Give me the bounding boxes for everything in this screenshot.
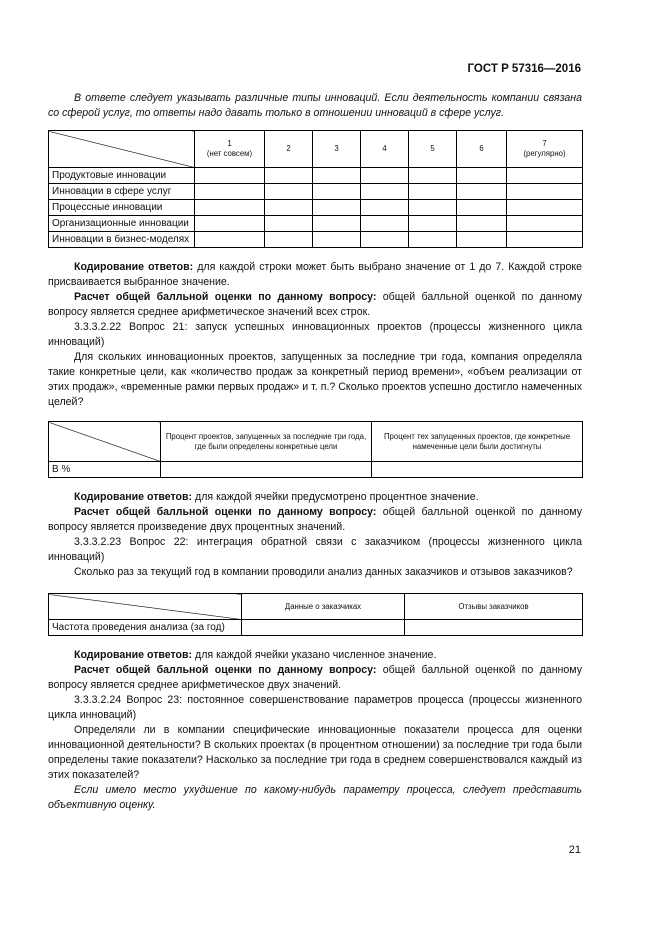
answer-cell[interactable] [265,200,313,216]
question-22-text: Сколько раз за текущий год в компании проводили анализ данных заказчиков и отзывов заказчиков? [74,566,573,578]
answer-cell[interactable] [457,232,507,248]
column-header: Процент проектов, запущенных за последние три года, где были определены конкретные цели [161,422,372,462]
answer-cell[interactable] [361,216,409,232]
coding-paragraph: Кодирование ответов: для каждой ячейки указано численное значение. [74,649,437,661]
table-row [49,216,583,232]
answer-cell[interactable] [361,232,409,248]
column-header: Процент тех запущенных проектов, где конкретные намеченные цели были достигнуты [372,422,583,462]
answer-cell[interactable] [265,184,313,200]
calc-paragraph: Расчет общей балльной оценки по данному вопросу: общей балльной оценкой по данному вопросу является среднее арифметическое значений всех строк. [48,291,582,318]
row-label: В % [49,462,161,478]
answer-cell[interactable] [361,168,409,184]
table-row [49,168,583,184]
scale-header-3: 3 [313,131,361,168]
answer-cell[interactable] [313,184,361,200]
answer-cell[interactable] [195,216,265,232]
row-label: Организационные инновации [49,216,195,232]
table-row [49,200,583,216]
question-22-heading: 3.3.3.2.23 Вопрос 22: интеграция обратной связи с заказчиком (процессы жизненного цикла инноваций) [48,536,582,563]
scale-header-1: 1 (нет совсем) [195,131,265,168]
answer-cell[interactable] [361,200,409,216]
table-row [49,462,583,478]
answer-cell[interactable] [313,200,361,216]
answer-cell[interactable] [405,620,583,636]
answer-cell[interactable] [507,216,583,232]
table-row [49,184,583,200]
row-label: Частота проведения анализа (за год) [49,620,242,636]
diagonal-header-cell [49,131,195,168]
answer-cell[interactable] [265,168,313,184]
answer-cell[interactable] [507,200,583,216]
scale-header-2: 2 [265,131,313,168]
page-content [48,91,582,813]
answer-cell[interactable] [195,232,265,248]
diagonal-header-cell [49,422,161,462]
answer-cell[interactable] [161,462,372,478]
diagonal-header-cell [49,594,242,620]
answer-cell[interactable] [242,620,405,636]
answer-cell[interactable] [409,232,457,248]
answer-cell[interactable] [313,168,361,184]
answer-cell[interactable] [409,184,457,200]
table-row [49,232,583,248]
standard-header: ГОСТ Р 57316—2016 [467,63,581,75]
answer-cell[interactable] [409,200,457,216]
calc-paragraph: Расчет общей балльной оценки по данному вопросу: общей балльной оценкой по данному вопросу является среднее арифметическое двух значений. [48,664,582,691]
column-header: Данные о заказчиках [242,594,405,620]
question-23-heading: 3.3.3.2.24 Вопрос 23: постоянное совершенствование параметров процесса (процессы жизненного цикла инноваций) [48,694,582,721]
answer-cell[interactable] [507,232,583,248]
row-label: Инновации в бизнес-моделях [49,232,195,248]
coding-paragraph: Кодирование ответов: для каждой строки может быть выбрано значение от 1 до 7. Каждой строке присваивается выбранное значение. [48,261,582,288]
answer-cell[interactable] [361,184,409,200]
answer-cell[interactable] [457,200,507,216]
customer-analysis-table [48,593,583,636]
intro-note: В ответе следует указывать различные типы инноваций. Если деятельность компании связана со сферой услуг, то ответы надо давать только в отношении инноваций в сфере услуг. [48,92,582,119]
answer-cell[interactable] [195,200,265,216]
question-21-text: Для скольких инновационных проектов, запущенных за последние три года, компания определяла такие конкретные цели, как «количество продаж за конкретный период времени», «объем реализации от этих продаж», «временные рамки первых продаж» и т. п.? Сколько проектов успешно достигло намеченных целей? [48,351,582,408]
row-label: Продуктовые инновации [49,168,195,184]
column-header: Отзывы заказчиков [405,594,583,620]
answer-cell[interactable] [195,168,265,184]
answer-cell[interactable] [409,216,457,232]
table-row [49,620,583,636]
answer-cell[interactable] [457,216,507,232]
page-number: 21 [568,844,581,856]
scale-header-4: 4 [361,131,409,168]
scale-header-7: 7 (регулярно) [507,131,583,168]
answer-cell[interactable] [409,168,457,184]
answer-cell[interactable] [313,216,361,232]
row-label: Процессные инновации [49,200,195,216]
answer-cell[interactable] [265,216,313,232]
scale-header-6: 6 [457,131,507,168]
question-23-note: Если имело место ухудшение по какому-нибудь параметру процесса, следует представить объективную оценку. [48,784,582,811]
answer-cell[interactable] [195,184,265,200]
answer-cell[interactable] [507,184,583,200]
scale-header-5: 5 [409,131,457,168]
answer-cell[interactable] [313,232,361,248]
answer-cell[interactable] [372,462,583,478]
project-goals-table [48,421,583,478]
coding-paragraph: Кодирование ответов: для каждой ячейки предусмотрено процентное значение. [74,491,479,503]
question-21-heading: 3.3.3.2.22 Вопрос 21: запуск успешных инновационных проектов (процессы жизненного цикла инноваций) [48,321,582,348]
answer-cell[interactable] [457,184,507,200]
calc-paragraph: Расчет общей балльной оценки по данному вопросу: общей балльной оценкой по данному вопросу является произведение двух процентных значений. [48,506,582,533]
answer-cell[interactable] [507,168,583,184]
question-23-text: Определяли ли в компании специфические инновационные показатели процесса для оценки инновационной деятельности? В скольких проектах (в процентном отношении) за последние три года были определены такие показатели? Насколько за последние три года в среднем совершенствовался каждый из этих показателей? [48,724,582,781]
answer-cell[interactable] [457,168,507,184]
innovation-frequency-table [48,130,583,248]
row-label: Инновации в сфере услуг [49,184,195,200]
answer-cell[interactable] [265,232,313,248]
